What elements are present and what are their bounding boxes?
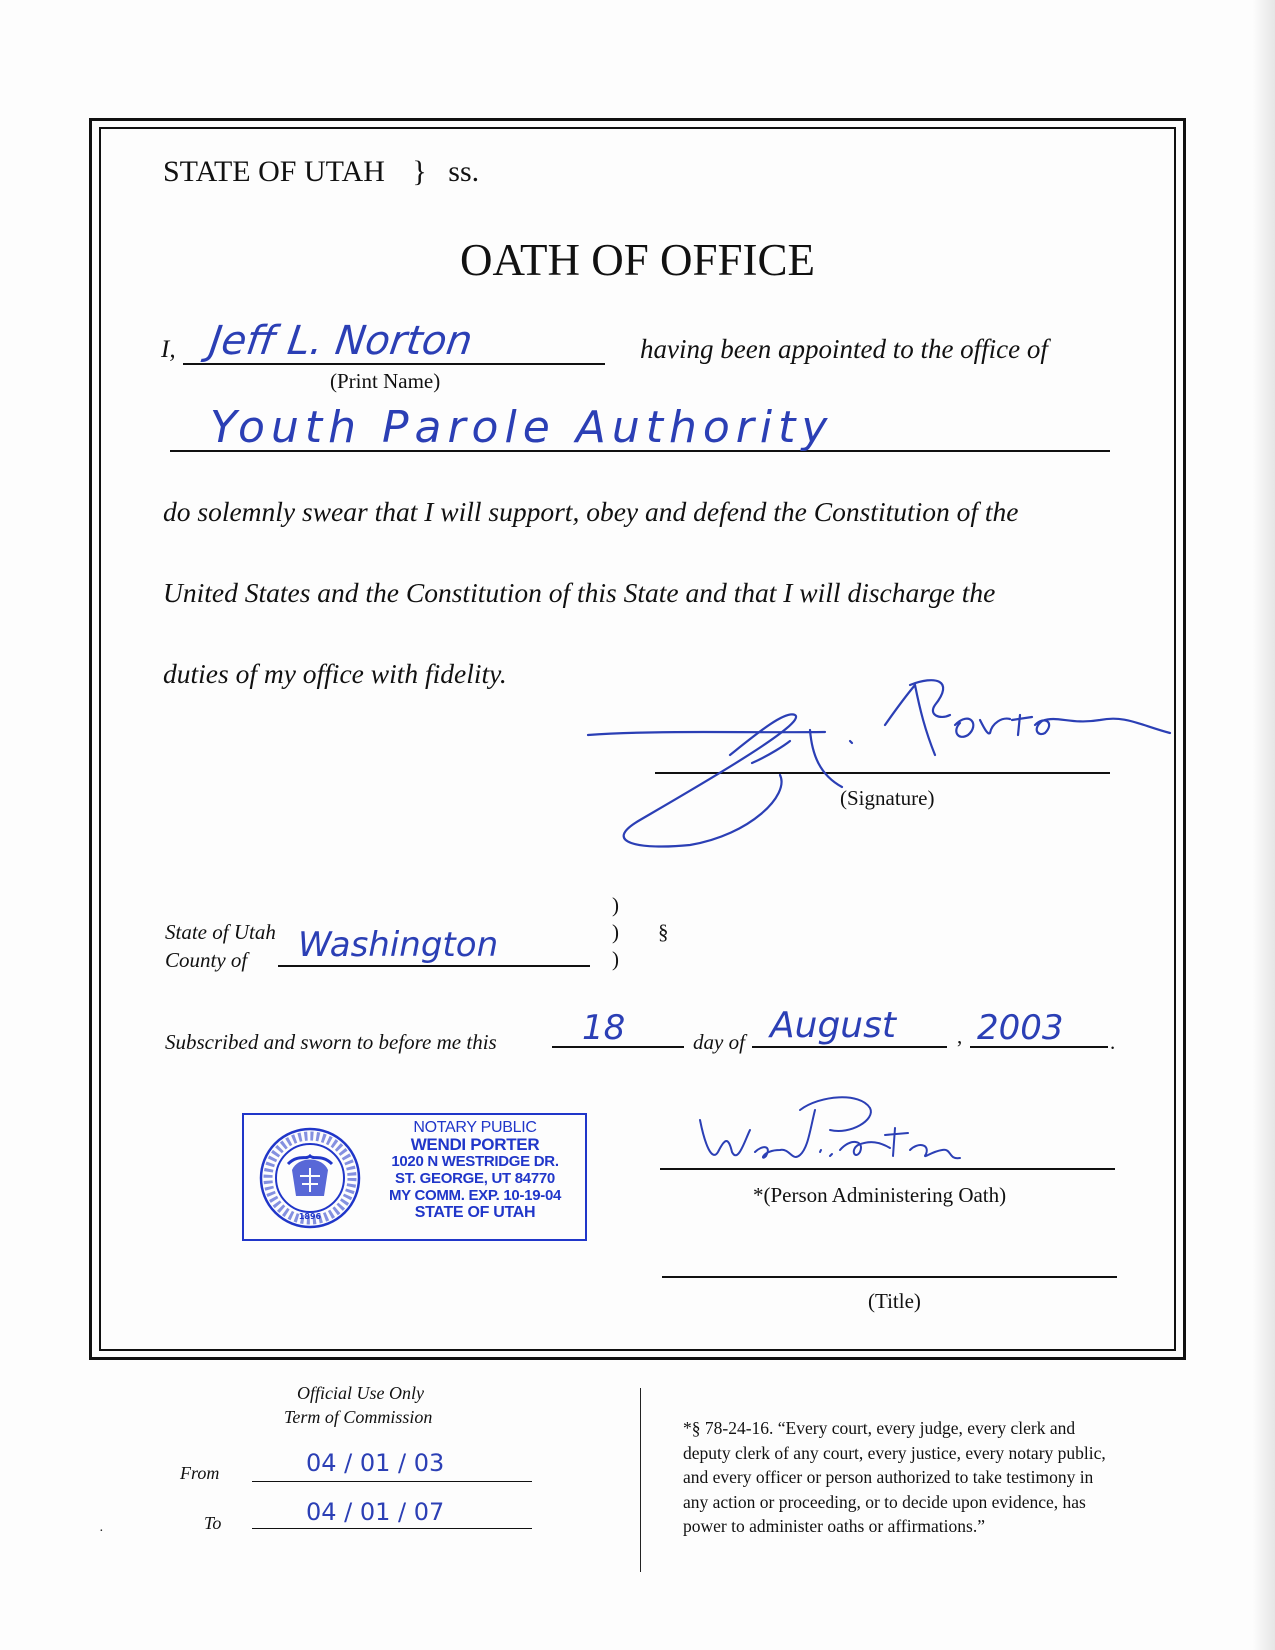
to-value[interactable]: 04 / 01 / 07: [306, 1498, 445, 1526]
sworn-prefix: Subscribed and sworn to before me this: [165, 1030, 497, 1054]
appointed-text: having been appointed to the office of: [640, 334, 1048, 364]
section-symbol: §: [658, 920, 669, 944]
venue-paren-1: ): [612, 893, 619, 917]
term-heading: Term of Commission: [284, 1407, 433, 1427]
signature-caption: (Signature): [840, 786, 935, 810]
stamp-text: [366, 1119, 584, 1221]
footnote-line-5: power to administer oaths or affirmations.”: [683, 1516, 985, 1536]
to-label: To: [204, 1513, 222, 1533]
header-state: STATE OF UTAH: [163, 155, 385, 188]
oath-body-line2: United States and the Constitution of this State and that I will discharge the: [163, 577, 996, 608]
oath-body-line1: do solemnly swear that I will support, obey and defend the Constitution of the: [163, 496, 1019, 527]
oath-body-line3: duties of my office with fidelity.: [163, 658, 507, 689]
title-caption: (Title): [868, 1289, 921, 1313]
footnote-line-1: *§ 78-24-16. “Every court, every judge, every clerk and: [683, 1418, 1076, 1438]
sworn-comma: ,: [957, 1024, 963, 1048]
administrator-caption: *(Person Administering Oath): [753, 1183, 1007, 1207]
footnote-line-3: and every officer or person authorized to take testimony in: [683, 1467, 1094, 1487]
venue-paren-3: ): [612, 947, 619, 971]
stamp-line-4: ST. GEORGE, UT 84770: [395, 1170, 555, 1187]
name-caption: (Print Name): [330, 369, 441, 393]
title-line: [662, 1276, 1117, 1278]
from-value[interactable]: 04 / 01 / 03: [306, 1449, 445, 1477]
county-line: [278, 965, 590, 967]
venue-county-label: County of: [165, 948, 248, 972]
official-use-heading: Official Use Only: [297, 1383, 424, 1403]
notary-stamp: [242, 1113, 587, 1241]
stamp-line-2: WENDI PORTER: [410, 1135, 540, 1154]
header-brace: }: [412, 155, 427, 188]
county-value[interactable]: Washington: [298, 925, 499, 965]
sworn-day[interactable]: 18: [582, 1008, 626, 1048]
footer-divider: [640, 1388, 641, 1572]
signature-scribble: [580, 675, 1180, 855]
from-label: From: [180, 1463, 220, 1483]
state-seal-icon: [258, 1126, 362, 1230]
office-value[interactable]: Youth Parole Authority: [210, 402, 834, 453]
name-value[interactable]: Jeff L. Norton: [206, 318, 476, 364]
stamp-line-5: MY COMM. EXP. 10-19-04: [388, 1187, 562, 1204]
footnote-line-4: any action or proceeding, or to decide upon evidence, has: [683, 1491, 1086, 1512]
venue-state-label: State of Utah: [165, 920, 276, 944]
sworn-year[interactable]: 2003: [977, 1008, 1064, 1048]
month-line: [752, 1046, 947, 1048]
administrator-signature: [690, 1090, 1010, 1180]
venue-header: [163, 155, 479, 189]
seal-year: 1896: [298, 1212, 322, 1221]
header-ss: ss.: [448, 155, 480, 188]
venue-paren-2: ): [612, 920, 619, 944]
statute-footnote: [683, 1416, 1106, 1539]
sworn-day-of: day of: [693, 1030, 745, 1054]
footnote-line-2: deputy clerk of any court, every justice, every notary public,: [683, 1442, 1106, 1463]
stamp-line-6: STATE OF UTAH: [414, 1204, 536, 1221]
oath-prefix: I,: [161, 336, 176, 363]
stamp-line-3: 1020 N WESTRIDGE DR.: [391, 1153, 559, 1170]
from-line: [252, 1481, 532, 1482]
page-title: OATH OF OFFICE: [459, 235, 816, 285]
stray-dot: ·: [99, 1524, 104, 1539]
sworn-month[interactable]: August: [770, 1005, 896, 1046]
sworn-period: .: [1110, 1030, 1116, 1054]
to-line: [252, 1528, 532, 1529]
stamp-line-1: NOTARY PUBLIC: [413, 1119, 537, 1136]
